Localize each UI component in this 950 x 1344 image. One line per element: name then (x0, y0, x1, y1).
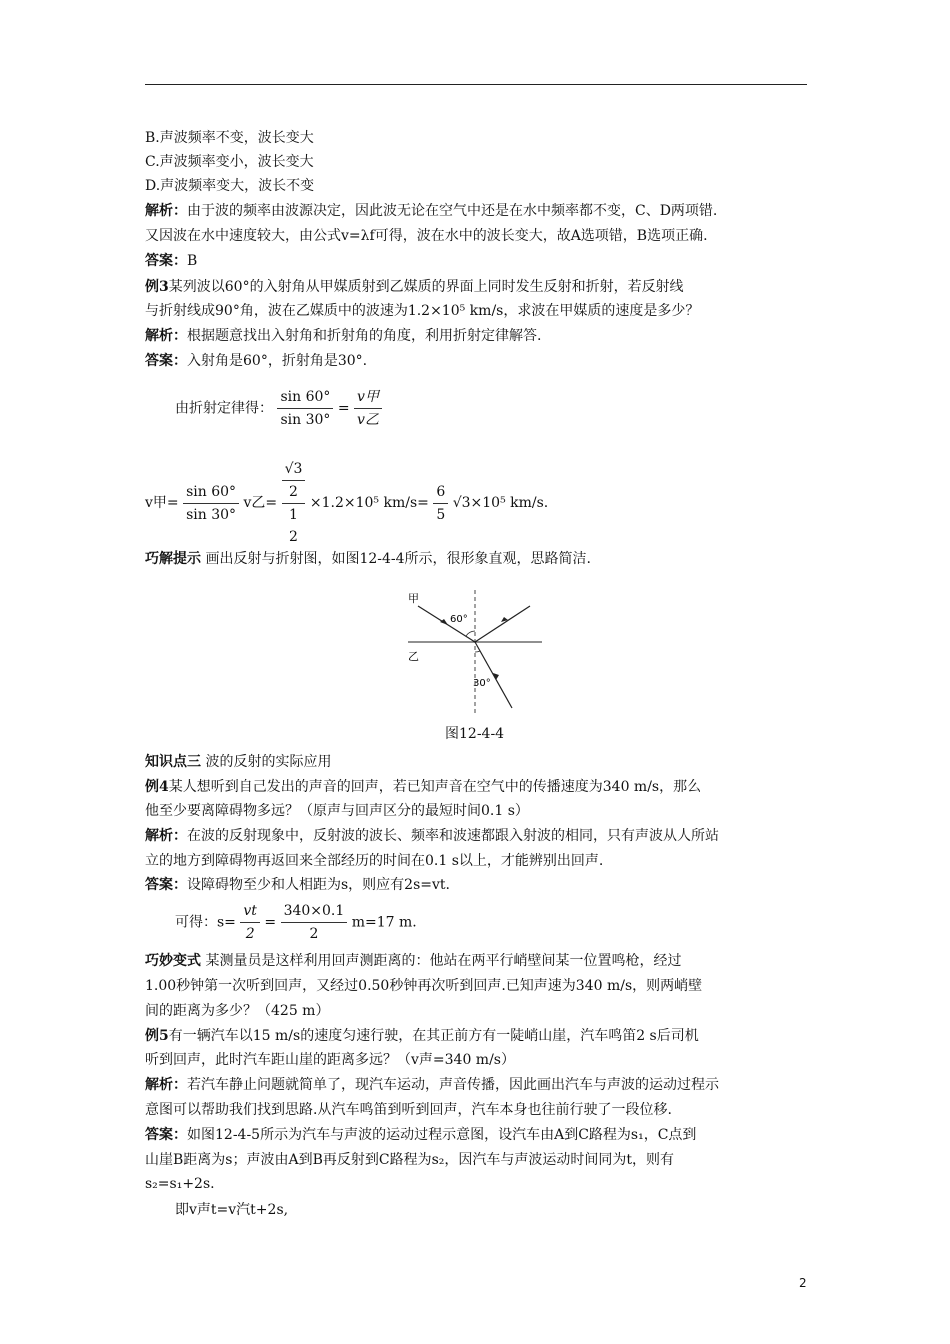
knowledge-point-3 (145, 751, 331, 773)
analysis-5-text: 若汽车静止问题就简单了，现汽车运动，声音传播，因此画出汽车与声波的运动过程示 (187, 1077, 719, 1093)
example-5-line-2: 听到回声，此时汽车距山崖的距离多远？（v声=340 m/s） (145, 1052, 515, 1068)
sin-fraction (277, 386, 333, 431)
vt-term: vt (243, 903, 257, 919)
medium-yi-label: 乙 (408, 650, 419, 663)
answer-3-text: 入射角是60°，折射角是30°. (187, 353, 368, 369)
v-yi-term: v乙 (354, 408, 382, 431)
answer-4-text: 设障碍物至少和人相距为s，则应有2s=vt. (187, 877, 450, 893)
calc-term: 340×0.1 (283, 903, 345, 919)
analysis-4-line-1 (145, 825, 719, 847)
analysis-line-2: 又因波在水中速度较大，由公式v=λf可得，波在水中的波长变大，故A选项错，B选项正确. (145, 228, 708, 244)
angle-arc-60 (466, 631, 475, 636)
angle-30-label: 30° (473, 678, 491, 689)
variant-line-1 (145, 950, 681, 972)
distance-formula: 可得：s= $\frac{vt}{2}$ = $\frac{340\times 0.1}{2}$ m=17 m. (175, 900, 417, 945)
incident-arrow-icon (440, 619, 448, 625)
refracted-ray (475, 642, 512, 708)
refraction-prefix: 由折射定律得： (175, 400, 273, 417)
example-3-line-1 (145, 276, 684, 298)
answer-5-line-4: 即v声t=v汽t+2s, (175, 1202, 289, 1218)
angle-arc-30 (475, 651, 480, 652)
analysis-5-label: 解析： (145, 1077, 187, 1093)
example-3-text: 某列波以60°的入射角从甲媒质射到乙媒质的界面上同时发生反射和折射，若反射线 (168, 279, 684, 295)
vjia-calculation (145, 458, 548, 548)
page-number: 2 (799, 1276, 807, 1290)
answer-label: 答案： (145, 253, 187, 269)
analysis-label: 解析： (145, 203, 187, 219)
example-3-label: 例3 (145, 279, 169, 295)
sin30-term: sin 30° (277, 408, 333, 431)
vt-over-2 (240, 900, 260, 945)
six-term: 6 (436, 483, 446, 500)
header-rule (145, 84, 807, 85)
analysis-4-text: 在波的反射现象中，反射波的波长、频率和波速都跟入射波的相同，只有声波从人所站 (187, 828, 719, 844)
option-b: B.声波频率不变，波长变大 (145, 130, 314, 146)
answer-4-label: 答案： (145, 877, 187, 893)
tip-label: 巧解提示 (145, 551, 201, 567)
analysis-3-label: 解析： (145, 328, 187, 344)
medium-jia-label: 甲 (408, 592, 419, 605)
analysis-4-label: 解析： (145, 828, 187, 844)
calc-denominator: 2 (281, 922, 348, 945)
sqrt3-over-2-over-half (282, 458, 306, 548)
example-5-line-1 (145, 1025, 699, 1047)
knowledge-label: 知识点三 (145, 754, 201, 770)
sqrt3-term: √3 (284, 461, 303, 477)
analysis-4-line-2: 立的地方到障碍物再返回来全部经历的时间在0.1 s以上，才能辨别出回声. (145, 853, 604, 869)
analysis-3 (145, 325, 541, 347)
answer-5-label: 答案： (145, 1127, 187, 1143)
angle-60-label: 60° (450, 614, 468, 625)
answer-3 (145, 350, 367, 372)
answer-4 (145, 874, 450, 896)
vyi-label: v乙= (243, 495, 278, 511)
analysis-line-1 (145, 200, 717, 222)
refraction-formula: 由折射定律得： $\frac{\sin 60^\circ}{\sin 30^\circ}$ = $\frac{\text{v甲}}{\text{v乙}}$ (175, 386, 382, 431)
sin60-term: sin 60° (280, 389, 331, 405)
example-3-line-2: 与折射线成90°角，波在乙媒质中的波速为1.2×10⁵ km/s，求波在甲媒质的速度是多少？ (145, 303, 700, 319)
analysis-5-line-1 (145, 1074, 719, 1096)
calc-sin-fraction (183, 481, 239, 526)
analysis-3-text: 根据题意找出入射角和折射角的角度，利用折射定律解答. (187, 328, 542, 344)
v-jia-term: v甲 (357, 389, 379, 405)
figure-caption: 图12-4-4 (445, 726, 505, 742)
answer-5-line-3: s₂=s₁+2s. (145, 1176, 215, 1192)
tip-line (145, 548, 591, 570)
answer-line-1 (145, 250, 197, 272)
option-d: D.声波频率变大，波长不变 (145, 178, 315, 194)
one-term: 1 (282, 503, 306, 526)
variant-line-3: 间的距离为多少？（425 m） (145, 1003, 330, 1019)
six-fifths (433, 481, 448, 526)
calc-end: √3×10⁵ km/s. (452, 495, 549, 511)
variant-line-2: 1.00秒钟第一次听到回声，又经过0.50秒钟再次听到回声.已知声速为340 m/s，则两峭壁 (145, 978, 703, 994)
answer-text: B (187, 253, 198, 269)
vt-denominator: 2 (240, 922, 260, 945)
example-5-label: 例5 (145, 1028, 169, 1044)
velocity-fraction (354, 386, 382, 431)
answer-5-text: 如图12-4-5所示为汽车与声波的运动过程示意图，设汽车由A到C路程为s₁，C点到 (187, 1127, 697, 1143)
analysis-5-line-2: 意图可以帮助我们找到思路.从汽车鸣笛到听到回声，汽车本身也往前行驶了一段位移. (145, 1102, 672, 1118)
example-4-text: 某人想听到自己发出的声音的回声，若已知声音在空气中的传播速度为340 m/s，那么 (168, 779, 702, 795)
answer-3-label: 答案： (145, 353, 187, 369)
tip-text: 画出反射与折射图，如图12-4-4所示，很形象直观，思路简洁. (205, 551, 591, 567)
five-term: 5 (433, 503, 448, 526)
refraction-figure (400, 588, 550, 718)
knowledge-text: 波的反射的实际应用 (205, 754, 332, 770)
example-5-text: 有一辆汽车以15 m/s的速度匀速行驶，在其正前方有一陡峭山崖，汽车鸣笛2 s后司机 (168, 1028, 699, 1044)
example-4-line-2: 他至少要离障碍物多远？（原声与回声区分的最短时间0.1 s） (145, 803, 529, 819)
calc-sin60: sin 60° (186, 483, 237, 500)
answer-5-line-1 (145, 1124, 696, 1146)
two-term-b: 2 (289, 529, 298, 545)
example-4-label: 例4 (145, 779, 169, 795)
calc-over-2 (281, 900, 348, 945)
variant-label: 巧妙变式 (145, 953, 201, 969)
distance-prefix: 可得：s= (175, 914, 236, 931)
calc-rest: ×1.2×10⁵ km/s= (309, 495, 429, 511)
option-c: C.声波频率变小，波长变大 (145, 154, 314, 170)
calc-sin30: sin 30° (183, 503, 239, 526)
two-term: 2 (282, 480, 306, 503)
example-4-line-1 (145, 776, 701, 798)
distance-result: m=17 m. (351, 914, 417, 931)
variant-text: 某测量员是这样利用回声测距离的：他站在两平行峭壁间某一位置鸣枪，经过 (205, 953, 682, 969)
reflected-ray (475, 606, 530, 642)
analysis-text: 由于波的频率由波源决定，因此波无论在空气中还是在水中频率都不变，C、D两项错. (187, 203, 718, 219)
vjia-label: v甲= (145, 495, 179, 511)
answer-5-line-2: 山崖B距离为s；声波由A到B再反射到C路程为s₂，因汽车与声波运动时间同为t，则有 (145, 1152, 675, 1168)
